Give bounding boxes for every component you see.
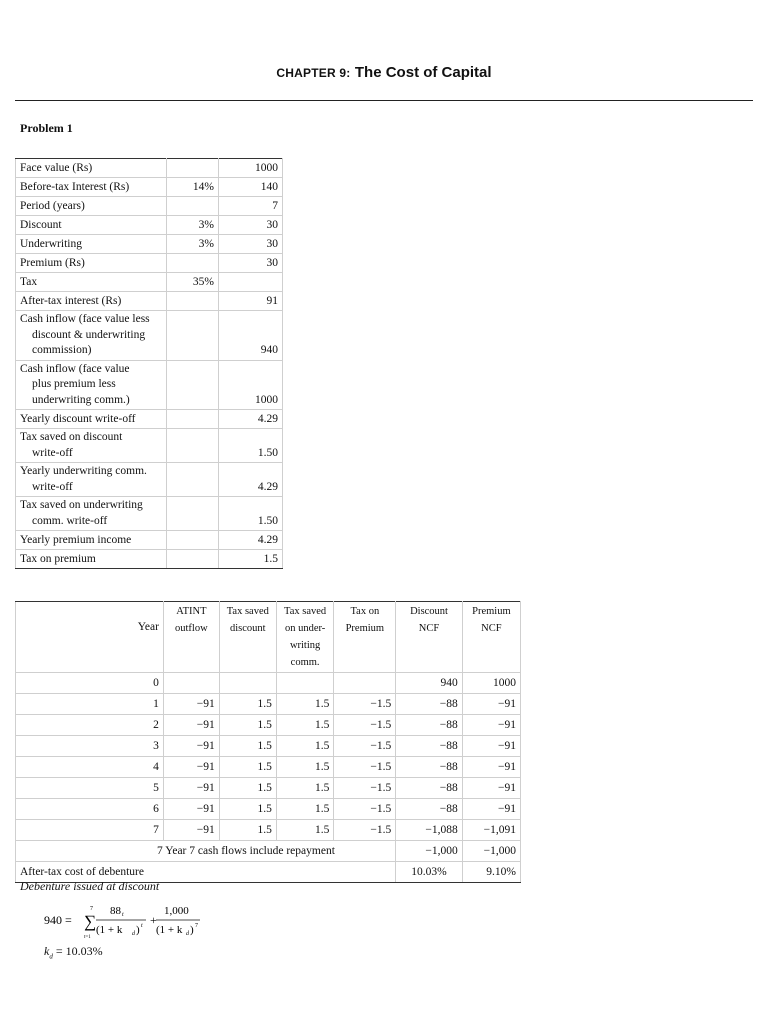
input-label-line: commission) xyxy=(32,344,92,356)
input-value: 1.50 xyxy=(219,497,283,531)
input-row xyxy=(16,497,283,531)
formula-sum-upper: 7 xyxy=(90,906,93,912)
header-year-label: Year xyxy=(137,621,159,633)
input-label-line: Underwriting xyxy=(20,237,82,250)
formula-plus: + xyxy=(150,913,157,927)
header-line: on under- xyxy=(284,623,326,634)
input-label-line: Yearly premium income xyxy=(20,533,132,546)
formula-sum-lower: t=1 xyxy=(84,935,91,940)
cash-flow-row xyxy=(16,757,521,778)
kd-symbol: k xyxy=(44,944,50,958)
input-label-line: underwriting comm.) xyxy=(32,393,130,406)
formula-den1-exp: t xyxy=(141,923,143,929)
input-percent xyxy=(167,159,219,178)
header-line: ATINT xyxy=(176,606,207,617)
input-value: 140 xyxy=(219,178,283,197)
cash-flow-cell xyxy=(334,673,396,694)
after-tax-discount: 10.03% xyxy=(396,862,462,883)
formula-den2-sub: d xyxy=(186,931,189,937)
input-value: 1000 xyxy=(219,159,283,178)
input-label xyxy=(16,463,167,497)
year-cell: 5 xyxy=(16,778,164,799)
input-label xyxy=(16,410,167,429)
input-value: 1.5 xyxy=(219,550,283,569)
input-row xyxy=(16,360,283,410)
cash-flow-cell xyxy=(163,673,219,694)
input-label xyxy=(16,197,167,216)
input-value: 30 xyxy=(219,254,283,273)
year-cell: 0 xyxy=(16,673,164,694)
header-year xyxy=(16,602,164,673)
year-cell: 3 xyxy=(16,736,164,757)
input-value: 30 xyxy=(219,216,283,235)
cash-flow-row xyxy=(16,778,521,799)
formula xyxy=(44,900,214,946)
repayment-note: 7 Year 7 cash flows include repayment xyxy=(16,841,396,862)
input-label-line: Before-tax Interest (Rs) xyxy=(20,180,130,193)
repayment-premium: −1,000 xyxy=(462,841,520,862)
input-row xyxy=(16,254,283,273)
cash-flow-cell: 1.5 xyxy=(219,694,276,715)
cash-flow-cell: 1.5 xyxy=(219,799,276,820)
input-value xyxy=(219,273,283,292)
formula-den2: (1 + k xyxy=(156,924,183,936)
input-value: 91 xyxy=(219,292,283,311)
formula-den1-sub: d xyxy=(132,931,135,937)
input-label-line: Face value (Rs) xyxy=(20,161,93,174)
input-row xyxy=(16,463,283,497)
cash-flow-cell: −88 xyxy=(396,694,462,715)
year-cell: 7 xyxy=(16,820,164,841)
cash-flow-row xyxy=(16,799,521,820)
cash-flow-cell: 1.5 xyxy=(219,757,276,778)
header-line: discount xyxy=(230,623,266,634)
input-label-line: Cash inflow (face value xyxy=(20,362,130,375)
cash-flow-row xyxy=(16,673,521,694)
cash-flow-cell: −91 xyxy=(163,715,219,736)
header-line: Discount xyxy=(410,606,448,617)
chapter-label: CHAPTER 9: xyxy=(276,66,351,80)
header-divider xyxy=(15,100,753,101)
input-label xyxy=(16,497,167,531)
input-label xyxy=(16,311,167,361)
input-label-line: Yearly discount write-off xyxy=(20,412,136,425)
chapter-title: The Cost of Capital xyxy=(354,64,492,81)
header-line: Premium xyxy=(472,606,511,617)
input-value: 4.29 xyxy=(219,531,283,550)
cash-flow-cell: 1.5 xyxy=(219,715,276,736)
header-line: Tax on xyxy=(350,606,380,617)
input-label xyxy=(16,360,167,410)
formula-title: Debenture issued at discount xyxy=(20,879,160,893)
input-label-line: Discount xyxy=(20,218,62,231)
after-tax-label: After-tax cost of debenture xyxy=(16,862,396,883)
cash-flow-cell: 1.5 xyxy=(276,715,334,736)
formula-den1-close: ) xyxy=(136,924,140,936)
cash-flow-cell: −91 xyxy=(462,778,520,799)
formula-sigma: ∑ xyxy=(84,912,97,931)
input-row xyxy=(16,531,283,550)
header-tax-on-premium xyxy=(334,602,396,673)
formula-svg xyxy=(44,900,214,942)
cash-flow-cell: −88 xyxy=(396,736,462,757)
header-premium-ncf xyxy=(462,602,520,673)
cash-flow-cell: 940 xyxy=(396,673,462,694)
header-line: NCF xyxy=(481,623,502,634)
header-line: outflow xyxy=(175,623,208,634)
input-row xyxy=(16,197,283,216)
cash-flow-cell: −91 xyxy=(462,715,520,736)
inputs-table xyxy=(15,158,283,569)
input-label-line: write-off xyxy=(32,480,73,493)
input-label xyxy=(16,429,167,463)
cash-flow-table xyxy=(15,601,521,883)
input-percent xyxy=(167,360,219,410)
header-line: Tax saved xyxy=(284,606,327,617)
input-percent xyxy=(167,497,219,531)
input-percent: 3% xyxy=(167,216,219,235)
input-label xyxy=(16,216,167,235)
cash-flow-cell: −1.5 xyxy=(334,799,396,820)
input-label xyxy=(16,531,167,550)
cash-flow-row xyxy=(16,715,521,736)
cash-flow-cell: −1.5 xyxy=(334,757,396,778)
cash-flow-cell: 1.5 xyxy=(219,778,276,799)
input-row xyxy=(16,273,283,292)
input-row xyxy=(16,216,283,235)
input-row xyxy=(16,292,283,311)
cash-flow-row xyxy=(16,694,521,715)
formula-den2-close: ) xyxy=(190,924,194,936)
header-line: Tax saved xyxy=(226,606,269,617)
chapter-header xyxy=(0,64,768,82)
formula-num1: 88 xyxy=(110,905,121,917)
cash-flow-cell: −91 xyxy=(462,757,520,778)
input-row xyxy=(16,235,283,254)
input-label-line: Premium (Rs) xyxy=(20,256,85,269)
after-tax-premium: 9.10% xyxy=(462,862,520,883)
cash-flow-cell: −1,091 xyxy=(462,820,520,841)
input-value: 940 xyxy=(219,311,283,361)
input-label-line: Cash inflow (face value less xyxy=(20,313,150,325)
input-percent xyxy=(167,410,219,429)
input-label-line: After-tax interest (Rs) xyxy=(20,294,122,307)
input-label xyxy=(16,550,167,569)
repayment-discount: −1,000 xyxy=(396,841,462,862)
cash-flow-cell: −91 xyxy=(462,736,520,757)
input-label xyxy=(16,292,167,311)
cash-flow-cell: −1.5 xyxy=(334,694,396,715)
formula-den2-exp: 7 xyxy=(195,923,198,929)
year-cell: 1 xyxy=(16,694,164,715)
input-label xyxy=(16,178,167,197)
header-discount-ncf xyxy=(396,602,462,673)
cash-flow-cell xyxy=(276,673,334,694)
year-cell: 4 xyxy=(16,757,164,778)
year-cell: 2 xyxy=(16,715,164,736)
cash-flow-cell: −91 xyxy=(163,757,219,778)
input-value: 7 xyxy=(219,197,283,216)
cash-flow-cell: 1.5 xyxy=(276,778,334,799)
input-percent: 35% xyxy=(167,273,219,292)
input-value: 1.50 xyxy=(219,429,283,463)
formula-num1-sub: t xyxy=(122,912,124,918)
input-row xyxy=(16,159,283,178)
input-label-line: Yearly underwriting comm. xyxy=(20,465,147,477)
formula-num2: 1,000 xyxy=(164,905,189,917)
input-percent xyxy=(167,254,219,273)
cash-flow-cell: −91 xyxy=(462,694,520,715)
problem-title: Problem 1 xyxy=(20,121,73,135)
input-label-line: Tax saved on discount xyxy=(20,431,123,443)
year-cell: 6 xyxy=(16,799,164,820)
input-value: 30 xyxy=(219,235,283,254)
cash-flow-cell: 1.5 xyxy=(219,820,276,841)
header-tax-saved-uw xyxy=(276,602,334,673)
header-line: Premium xyxy=(345,623,385,634)
cash-flow-cell: −1.5 xyxy=(334,736,396,757)
header-line: writing xyxy=(289,640,321,651)
cash-flow-cell: −91 xyxy=(163,820,219,841)
cash-flow-cell: 1.5 xyxy=(219,736,276,757)
input-label xyxy=(16,254,167,273)
cash-flow-cell: 1.5 xyxy=(276,694,334,715)
cash-flow-cell: −91 xyxy=(462,799,520,820)
cash-flow-cell: 1.5 xyxy=(276,799,334,820)
input-label-line: discount & underwriting xyxy=(32,328,146,341)
repayment-row xyxy=(16,841,521,862)
kd-subscript: d xyxy=(49,952,53,961)
header-line: comm. xyxy=(290,657,320,668)
cash-flow-cell: −1,088 xyxy=(396,820,462,841)
input-label-line: write-off xyxy=(32,446,73,459)
input-label-line: Tax saved on underwriting xyxy=(20,499,143,511)
input-row xyxy=(16,410,283,429)
input-percent xyxy=(167,292,219,311)
cash-flow-cell: 1.5 xyxy=(276,736,334,757)
input-label-line: plus premium less xyxy=(32,378,116,390)
cash-flow-cell: −88 xyxy=(396,799,462,820)
cash-flow-cell: −88 xyxy=(396,715,462,736)
input-label-line: comm. write-off xyxy=(32,514,108,527)
input-percent: 14% xyxy=(167,178,219,197)
cash-flow-cell: −1.5 xyxy=(334,820,396,841)
input-label xyxy=(16,159,167,178)
formula-lhs: 940 = xyxy=(44,913,72,927)
input-label xyxy=(16,273,167,292)
cash-flow-cell: −1.5 xyxy=(334,715,396,736)
cash-flow-cell: −88 xyxy=(396,778,462,799)
header-tax-saved-discount xyxy=(219,602,276,673)
input-percent: 3% xyxy=(167,235,219,254)
cash-flow-cell: −1.5 xyxy=(334,778,396,799)
input-percent xyxy=(167,531,219,550)
cash-flow-cell: −91 xyxy=(163,778,219,799)
cash-flow-cell: 1000 xyxy=(462,673,520,694)
input-row xyxy=(16,311,283,361)
header-atint xyxy=(163,602,219,673)
cash-flow-cell: −91 xyxy=(163,799,219,820)
input-row xyxy=(16,178,283,197)
input-value: 1000 xyxy=(219,360,283,410)
input-row xyxy=(16,429,283,463)
input-percent xyxy=(167,550,219,569)
input-label-line: Period (years) xyxy=(20,199,85,212)
input-value: 4.29 xyxy=(219,463,283,497)
cash-flow-cell: −91 xyxy=(163,736,219,757)
cash-flow-row xyxy=(16,736,521,757)
input-row xyxy=(16,550,283,569)
input-percent xyxy=(167,463,219,497)
formula-den1: (1 + k xyxy=(96,924,123,936)
header-row xyxy=(16,602,521,673)
input-value: 4.29 xyxy=(219,410,283,429)
cash-flow-cell: −91 xyxy=(163,694,219,715)
input-label-line: Tax on premium xyxy=(20,552,96,565)
kd-result xyxy=(44,944,103,960)
input-percent xyxy=(167,311,219,361)
input-percent xyxy=(167,197,219,216)
cash-flow-cell: 1.5 xyxy=(276,820,334,841)
header-line: NCF xyxy=(418,623,440,634)
input-label-line: Tax xyxy=(20,275,38,288)
cash-flow-cell xyxy=(219,673,276,694)
kd-value: = 10.03% xyxy=(52,944,103,958)
input-label xyxy=(16,235,167,254)
cash-flow-cell: 1.5 xyxy=(276,757,334,778)
cash-flow-cell: −88 xyxy=(396,757,462,778)
input-percent xyxy=(167,429,219,463)
cash-flow-row xyxy=(16,820,521,841)
